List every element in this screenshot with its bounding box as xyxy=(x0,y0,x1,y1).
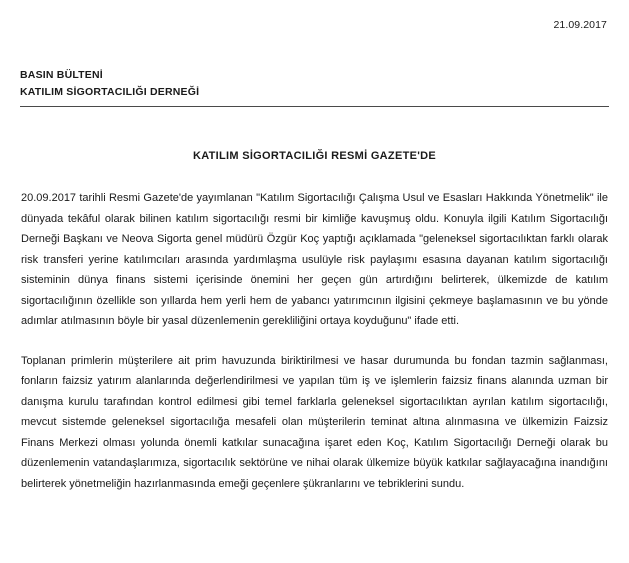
document-date: 21.09.2017 xyxy=(553,19,607,31)
body-paragraph-1: 20.09.2017 tarihli Resmi Gazete'de yayımlanan "Katılım Sigortacılığı Çalışma Usul ve Esasları Hakkında Yönetmelik" ile dünyada tekâful olarak bilinen katılım sigortacılığı resmi bir kimliğe kavuşmuş oldu. Konuyla ilgili Katılım Sigortacılığı Derneği Başkanı ve Neova Sigorta genel müdürü Özgür Koç yaptığı açıklamada "geleneksel sigortacılıktan farklı olarak risk transferi yerine katılımcıları arasında yardımlaşma usulüyle risk paylaşımı esasına dayanan katılım sigortacılığı sisteminin dünya finans sistemi içerisinde önemini her geçen gün artırdığını belirterek, ülkemizde de katılım sigortacılığının özellikle son yıllarda hem yerli hem de yabancı yatırımcının ilgisini çekmeye başlamasının ve bu yönde adımlar atılmasının böyle bir yasal düzenlemenin gerekliliğini ortaya koyduğunu" ifade etti. xyxy=(21,192,608,327)
body-paragraph-2: Toplanan primlerin müşterilere ait prim havuzunda biriktirilmesi ve hasar durumunda bu fondan tazmin sağlanması, fonların faizsiz yatırım alanlarında değerlendirilmesi ve yapılan tüm iş ve işlemlerin faizsiz finans alanında uzman bir danışma kurulu tarafından kontrol edilmesi gibi temel farklarla geleneksel sigortacılıktan ayrılan katılım sigortacılığı, mevcut sistemde geleneksel sigortacılığa mesafeli olan müşterilerin teminat altına alınmasına ve ülkemizin Faizsiz Finans Merkezi olması yolunda önemli katkılar sunacağına işaret eden Koç, Katılım Sigortacılığı Derneği olarak bu düzenlemenin vatandaşlarımıza, sigortacılık sektörüne ve nihai olarak ülkemize büyük katkılar sağlayacağına inandığını belirterek yönetmeliğin hazırlanmasında emeği geçenlere şükranlarını ve tebriklerini sundu. xyxy=(21,354,608,490)
header-bulletin-label: BASIN BÜLTENİ xyxy=(20,69,103,81)
document-header xyxy=(20,68,609,100)
page-title: KATILIM SİGORTACILIĞI RESMİ GAZETE'DE xyxy=(192,150,437,162)
header-divider xyxy=(20,106,609,107)
header-organization-name: KATILIM SİGORTACILIĞI DERNEĞİ xyxy=(20,86,200,98)
